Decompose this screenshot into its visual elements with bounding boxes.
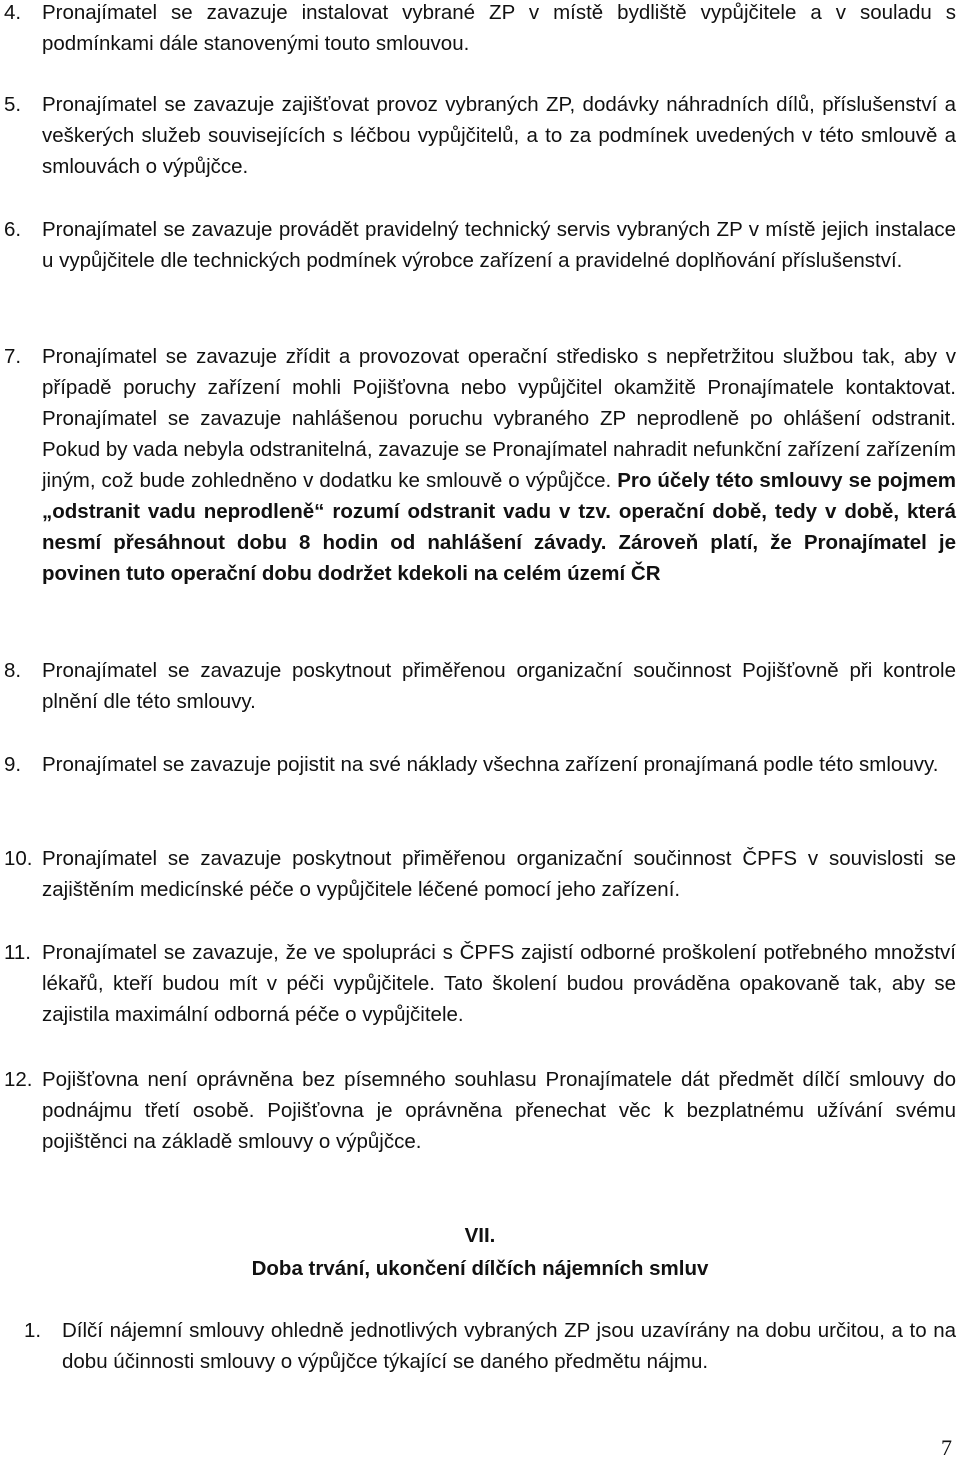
clause-number: 11. [4, 941, 31, 964]
clause-11 [4, 937, 956, 1030]
clause-text: Pronajímatel se zavazuje pojistit na své náklady všechna zařízení pronajímaná podle této smlouvy. [42, 753, 939, 776]
clause-8 [4, 655, 956, 717]
clause-text: Pronajímatel se zavazuje poskytnout přiměřenou organizační součinnost ČPFS v souvislosti se zajištěním medicínské péče o vypůjčitele léčené pomocí jeho zařízení. [42, 847, 956, 901]
clause-10 [4, 843, 956, 905]
clause-text: Pronajímatel se zavazuje zajišťovat provoz vybraných ZP, dodávky náhradních dílů, příslušenství a veškerých služeb souvisejících s léčbou vypůjčitelů, a to za podmínek uvedených v této smlouvě a smlouvách o výpůjčce. [42, 93, 956, 178]
clause-number: 6. [4, 218, 22, 241]
clause-text-regular: Pronajímatel se zavazuje zřídit a provozovat operační středisko s nepřetržitou službou tak, aby v případě poruchy zařízení mohli Pojišťovna nebo vypůjčitel okamžitě Pronajímatele kontaktovat. Pronajímatel se zavazuje nahlášenou poruchu vybraného ZP neprodleně po ohlášení odstranit. Pokud by vada nebyla odstranitelná, zavazuje se Pronajímatel nahradit nefunkční zařízení zařízením jiným, což bude zohledněno v dodatku ke smlouvě o výpůjčce. [42, 345, 956, 492]
page-number: 7 [941, 1435, 952, 1460]
clause-text: Pojišťovna není oprávněna bez písemného souhlasu Pronajímatele dát předmět dílčí smlouvy do podnájmu třetí osobě. Pojišťovna je oprávněna přenechat věc k bezplatnému užívání svému pojištěnci na základě smlouvy o výpůjčce. [42, 1068, 956, 1153]
clause-9 [4, 749, 956, 780]
clause-text [42, 341, 956, 589]
clause-number: 10. [4, 847, 33, 870]
clause-text: Pronajímatel se zavazuje poskytnout přiměřenou organizační součinnost Pojišťovně při kontrole plnění dle této smlouvy. [42, 659, 956, 713]
clause-number: 5. [4, 93, 22, 116]
clause-number: 9. [4, 753, 22, 776]
clause-5 [4, 89, 956, 182]
clause-number: 8. [4, 659, 22, 682]
clause-text: Dílčí nájemní smlouvy ohledně jednotlivých vybraných ZP jsou uzavírány na dobu určitou, a to na dobu účinnosti smlouvy o výpůjčce týkající se daného předmětu nájmu. [62, 1319, 956, 1373]
clause-12 [4, 1064, 956, 1157]
clause-text-bold: Pro účely této smlouvy se pojmem „odstranit vadu neprodleně“ rozumí odstranit vadu v tzv. operační době, tedy v době, která nesmí přesáhnout dobu 8 hodin od nahlášení závady. Zároveň platí, že Pronajímatel je povinen tuto operační dobu dodržet kdekoli na celém území ČR [42, 469, 956, 585]
clause-7 [4, 341, 956, 589]
clause-number: 7. [4, 345, 22, 368]
clause-text: Pronajímatel se zavazuje provádět pravidelný technický servis vybraných ZP v místě jejich instalace u vypůjčitele dle technických podmínek výrobce zařízení a pravidelné doplňování příslušenství. [42, 218, 956, 272]
section-title: Doba trvání, ukončení dílčích nájemních smluv [251, 1257, 709, 1280]
clause-text: Pronajímatel se zavazuje, že ve spolupráci s ČPFS zajistí odborné proškolení potřebného množství lékařů, kteří budou mít v péči vypůjčitele. Tato školení budou prováděna opakovaně tak, aby se zajistila maximální odborná péče o vypůjčitele. [42, 941, 956, 1026]
clause-number: 12. [4, 1068, 33, 1091]
clause-text: Pronajímatel se zavazuje instalovat vybrané ZP v místě bydliště vypůjčitele a v souladu s podmínkami dále stanovenými touto smlouvou. [42, 1, 956, 55]
clause-4 [4, 0, 956, 59]
clause-6 [4, 214, 956, 276]
section-item-1 [24, 1315, 956, 1377]
clause-number: 4. [4, 1, 22, 24]
clause-number: 1. [24, 1319, 42, 1342]
section-number: VII. [464, 1224, 496, 1247]
